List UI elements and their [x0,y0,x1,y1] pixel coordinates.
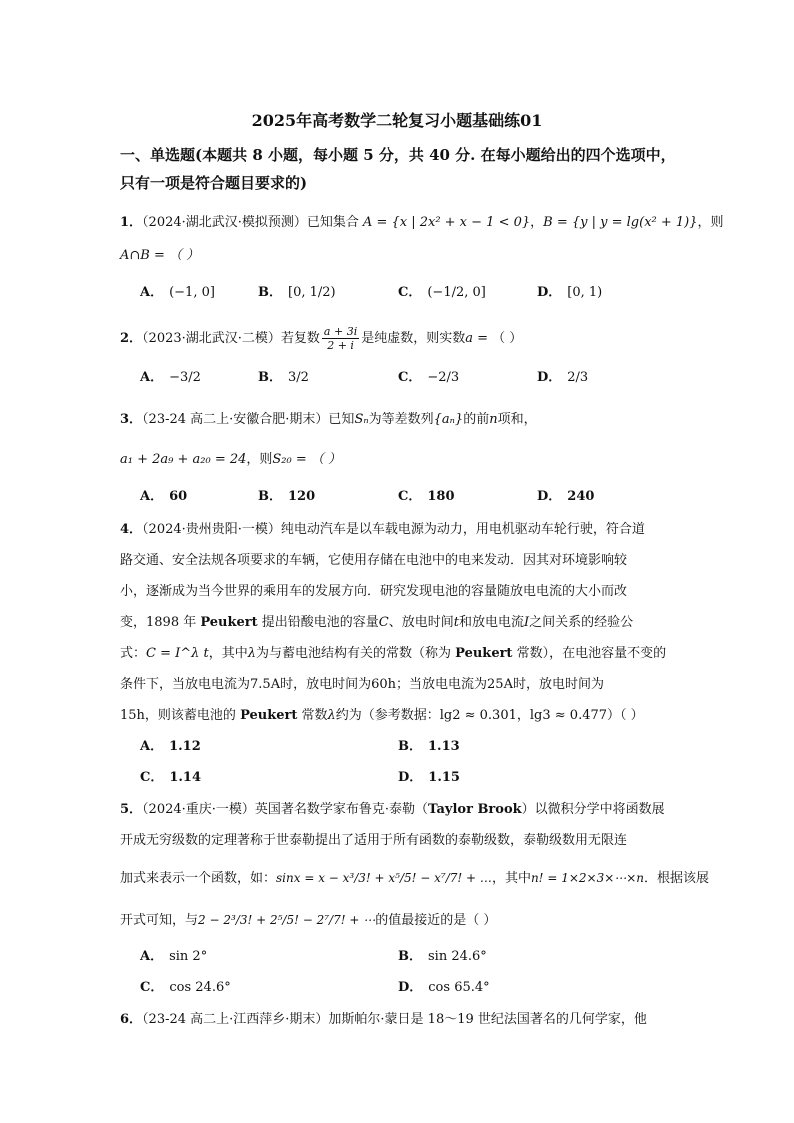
q4-option-d[interactable]: D． 1.15 [398,770,460,785]
q4-option-b[interactable]: B． 1.13 [398,739,460,754]
question-source: （2024·重庆·一模） [142,802,255,817]
question-source: （23-24 高二上·安徽合肥·期末） [142,412,329,427]
question-4-line2: 路交通、安全法规各项要求的车辆，它使用存储在电池中的电来发动．因其对环境影响较 [120,553,628,568]
question-3-line2: a₁ + 2a₉ + a₂₀ = 24，则S₂₀ = （ ） [120,452,342,467]
q3-option-d[interactable]: D． 240 [537,489,595,504]
question-source: （2023·湖北武汉·二模） [142,331,281,346]
q1-option-c[interactable]: C． (−1/2, 0] [398,285,486,300]
q5-option-a[interactable]: A． sin 2° [140,949,208,964]
q5-option-d[interactable]: D． cos 65.4° [398,980,490,995]
question-source: （23-24 高二上·江西萍乡·期末） [142,1012,329,1027]
question-4-line5: 式：C = I^λ t，其中λ为与蓄电池结构有关的常数（称为 Peukert 常数），在电池容量不变的 [120,646,667,661]
question-1-line2: A∩B = （ ） [120,248,200,263]
question-number: 3． [120,412,143,427]
question-number: 6． [120,1012,143,1027]
q3-option-a[interactable]: A． 60 [140,489,188,504]
q2-option-a[interactable]: A． −3/2 [140,370,201,385]
q4-option-a[interactable]: A． 1.12 [140,739,201,754]
question-1-line1: 1．（2024·湖北武汉·模拟预测）已知集合 A = {x | 2x² + x − 1 < 0}，B = {y | y = lg(x² + 1)}，则 [120,215,724,230]
set-b: B = {y | y = lg(x² + 1)} [543,215,698,230]
q4-option-c[interactable]: C． 1.14 [140,770,202,785]
peukert-formula: C = I^λ t [146,646,209,661]
page-title: 2025年高考数学二轮复习小题基础练01 [251,111,543,130]
q5-option-b[interactable]: B． sin 24.6° [398,949,487,964]
q2-option-d[interactable]: D． 2/3 [537,370,589,385]
question-4-line4: 变，1898 年 Peukert 提出铅酸电池的容量C、放电时间t和放电电流I之间关系的经验公 [120,615,634,630]
section-heading-line2: 只有一项是符合题目要求的) [120,174,308,192]
question-source: （2024·湖北武汉·模拟预测） [142,215,307,230]
question-5-line1: 5．（2024·重庆·一模）英国著名数学家布鲁克·泰勒（Taylor Brook）以微积分学中将函数展 [120,802,665,817]
question-6-line1: 6．（23-24 高二上·江西萍乡·期末）加斯帕尔·蒙日是 18～19 世纪法国著名的几何学家，他 [120,1012,647,1027]
question-number: 5． [120,802,143,817]
question-4-line1: 4．（2024·贵州贵阳·一模）纯电动汽车是以车载电源为动力，用电机驱动车轮行驶，符合道 [120,522,645,537]
q2-option-b[interactable]: B． 3/2 [258,370,309,385]
q1-option-a[interactable]: A． (−1, 0] [140,285,215,300]
fraction: $\frac{a + 3i}{2 + i}$ [323,325,358,352]
q2-option-c[interactable]: C． −2/3 [398,370,460,385]
question-number: 4． [120,522,143,537]
section-heading-line1: 一、单选题(本题共 8 小题，每小题 5 分，共 40 分. 在每小题给出的四个选项中， [120,146,676,164]
question-5-line4: 开式可知，与2 − 2³/3! + 2⁵/5! − 2⁷/7! + ⋯的值最接近的是（ ） [120,913,497,928]
question-number: 2． [120,331,143,346]
question-2-line1: 2．（2023·湖北武汉·二模）若复数 $\frac{a + 3i}{2 + i}$ 是纯虚数，则实数a = （ ） [120,325,523,352]
question-3-line1: 3．（23-24 高二上·安徽合肥·期末）已知Sₙ为等差数列{aₙ}的前n项和， [120,412,537,427]
taylor-series: sinx = x − x³/3! + x⁵/5! − x⁷/7! + … [276,871,492,885]
q1-option-d[interactable]: D． [0, 1) [537,285,603,300]
set-a: A = {x | 2x² + x − 1 < 0} [362,215,531,230]
question-4-line6: 条件下，当放电电流为7.5A时，放电时间为60h；当放电电流为25A时，放电时间为 [120,677,604,692]
q1-option-b[interactable]: B． [0, 1/2) [258,285,336,300]
question-5-line2: 开成无穷级数的定理著称于世泰勒提出了适用于所有函数的泰勒级数，泰勒级数用无限连 [120,833,628,848]
q3-option-c[interactable]: C． 180 [398,489,455,504]
question-5-line3: 加式来表示一个函数，如：sinx = x − x³/3! + x⁵/5! − x⁷/7! + …，其中n! = 1×2×3×⋯×n．根据该展 [120,871,710,886]
q3-option-b[interactable]: B． 120 [258,489,316,504]
q5-option-c[interactable]: C． cos 24.6° [140,980,231,995]
question-4-line7: 15h，则该蓄电池的 Peukert 常数λ约为（参考数据：lg2 ≈ 0.301，lg3 ≈ 0.477）（ ） [120,708,644,723]
question-source: （2024·贵州贵阳·一模） [142,522,281,537]
question-number: 1． [120,215,143,230]
series-expression: 2 − 2³/3! + 2⁵/5! − 2⁷/7! + ⋯ [198,913,376,927]
question-4-line3: 小，逐渐成为当今世界的乘用车的发展方向．研究发现电池的容量随放电电流的大小而改 [120,584,628,599]
